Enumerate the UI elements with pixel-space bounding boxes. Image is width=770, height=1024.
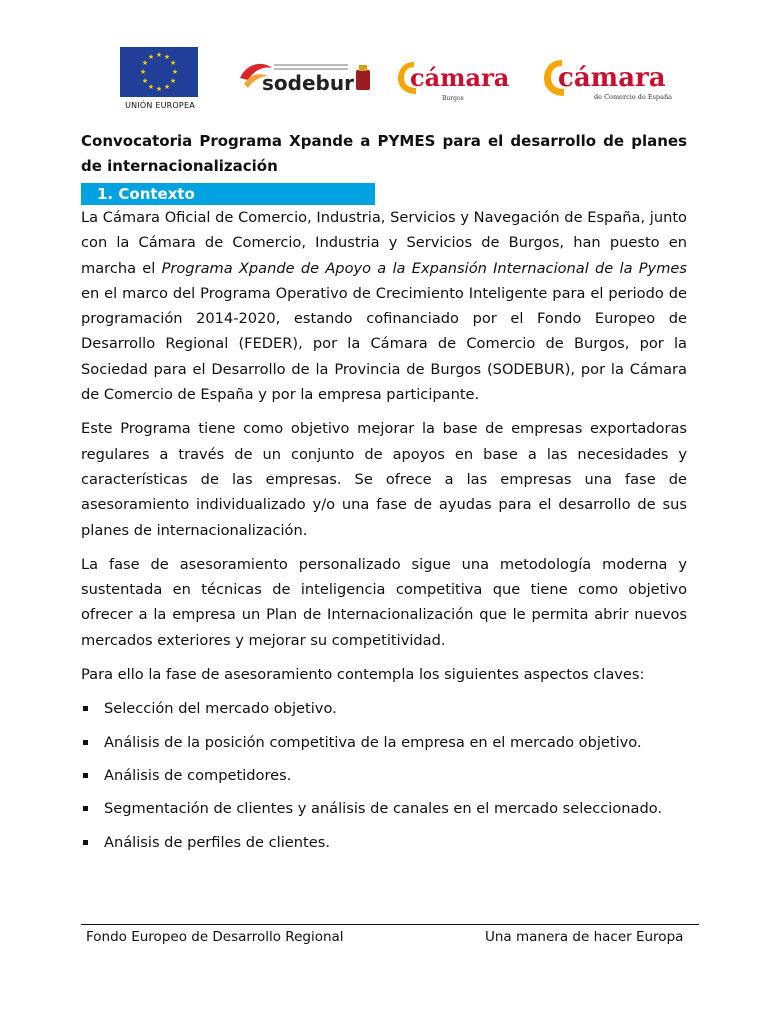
footer-fund-name: Fondo Europeo de Desarrollo Regional bbox=[86, 929, 344, 945]
camara-burgos-text: cámara bbox=[410, 63, 510, 92]
svg-text:★: ★ bbox=[141, 59, 149, 67]
svg-text:★: ★ bbox=[171, 68, 179, 76]
camara-burgos-logo bbox=[396, 56, 526, 102]
header-logos bbox=[0, 44, 770, 114]
eu-flag-icon bbox=[120, 47, 198, 97]
svg-text:★: ★ bbox=[169, 59, 177, 67]
list-item bbox=[81, 696, 687, 721]
list-item-text: Análisis de competidores. bbox=[104, 766, 292, 784]
camara-espana-subtitle: de Comercio de España bbox=[594, 93, 673, 101]
svg-text:★: ★ bbox=[147, 53, 155, 61]
list-item-text: Segmentación de clientes y análisis de canales en el mercado seleccionado. bbox=[104, 800, 663, 818]
camara-burgos-subtitle: Burgos bbox=[442, 95, 464, 102]
paragraph-text: La Cámara Oficial de Comercio, Industria, Servicios y Navegación de España, junto con la Cámara de Comercio, Industria y Servicios de Burgos, han puesto en marcha el bbox=[81, 209, 687, 277]
document-title: Convocatoria Programa Xpande a PYMES para el desarrollo de planes de internacionalización bbox=[81, 132, 687, 175]
bullet-icon bbox=[83, 706, 88, 711]
bullet-icon bbox=[83, 840, 88, 845]
svg-text:★: ★ bbox=[147, 83, 155, 91]
svg-text:★: ★ bbox=[169, 77, 177, 85]
paragraph-objective: Este Programa tiene como objetivo mejorar la base de empresas exportadoras regulares a través de un conjunto de apoyos en base a las necesidades y características de las empresas. Se ofrece a las empresas una fase de asesoramiento individualizado y/o una fase de ayudas para el desarrollo de sus planes de internacionalización. bbox=[81, 420, 687, 539]
list-item bbox=[81, 763, 687, 788]
bullet-icon bbox=[83, 740, 88, 745]
section-number: 1. bbox=[97, 185, 114, 203]
paragraph-methodology: La fase de asesoramiento personalizado sigue una metodología moderna y sustentada en técnicas de inteligencia competitiva que tiene como objetivo ofrecer a la empresa un Plan de Internacionalización que le permita abrir nuevos mercados exteriores y mejorar su competitividad. bbox=[81, 555, 687, 649]
bullet-icon bbox=[83, 806, 88, 811]
bullet-icon bbox=[83, 773, 88, 778]
camara-espana-text: cámara bbox=[558, 63, 666, 93]
aspects-list bbox=[81, 696, 687, 854]
paragraph-text: en el marco del Programa Operativo de Crecimiento Inteligente para el periodo de programación 2014-2020, estando cofinanciado por el Fondo Europeo de Desarrollo Regional (FEDER), por la Cámara de Comercio de Burgos, por la Sociedad para el Desarrollo de la Provincia de Burgos (SODEBUR), por la Cámara de Comercio de España y por la empresa participante. bbox=[81, 284, 687, 404]
sodebur-logo-text: sodebur bbox=[262, 71, 354, 95]
svg-text:★: ★ bbox=[155, 85, 163, 93]
list-item bbox=[81, 796, 687, 821]
eu-label: UNIÓN EUROPEA bbox=[125, 101, 195, 110]
sodebur-logo bbox=[236, 56, 376, 96]
program-name-italic: Programa Xpande de Apoyo a la Expansión Internacional de la Pymes bbox=[161, 259, 687, 277]
list-item bbox=[81, 730, 687, 755]
list-item-text: Análisis de perfiles de clientes. bbox=[104, 833, 330, 851]
list-item bbox=[81, 830, 687, 855]
section-heading bbox=[97, 184, 195, 204]
section-title: Contexto bbox=[118, 185, 195, 203]
camara-espana-logo bbox=[542, 54, 687, 104]
eu-logo bbox=[120, 47, 200, 110]
list-item-text: Selección del mercado objetivo. bbox=[104, 700, 337, 718]
list-item-text: Análisis de la posición competitiva de la empresa en el mercado objetivo. bbox=[104, 733, 642, 751]
svg-text:★: ★ bbox=[163, 53, 171, 61]
footer-slogan: Una manera de hacer Europa bbox=[485, 929, 684, 945]
svg-text:★: ★ bbox=[163, 83, 171, 91]
svg-text:★: ★ bbox=[141, 77, 149, 85]
paragraph-aspects-intro: Para ello la fase de asesoramiento contempla los siguientes aspectos claves: bbox=[81, 666, 645, 684]
svg-text:★: ★ bbox=[139, 68, 147, 76]
svg-text:★: ★ bbox=[155, 51, 163, 59]
paragraph-context bbox=[81, 205, 687, 407]
document-body bbox=[81, 205, 687, 863]
